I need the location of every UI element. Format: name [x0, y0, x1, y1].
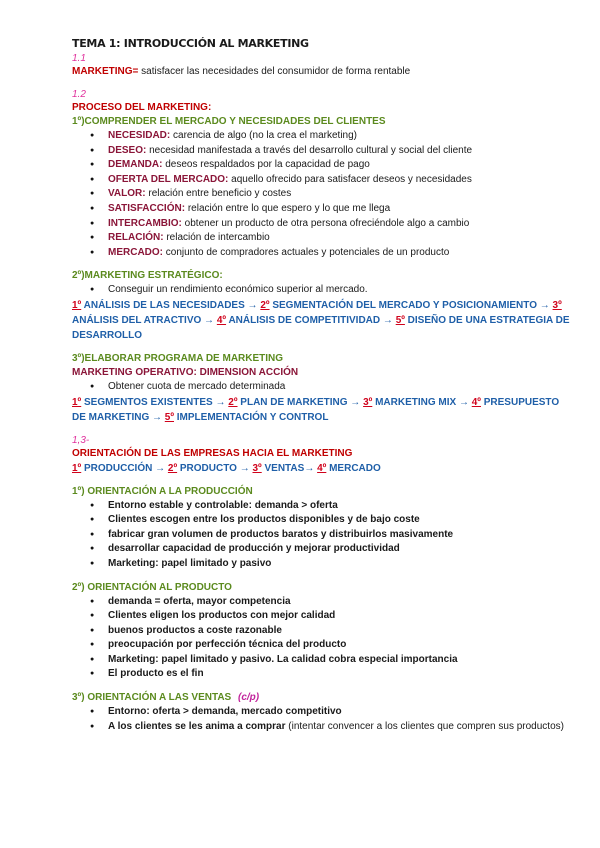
page-title: TEMA 1: INTRODUCCIÓN AL MARKETING — [72, 37, 309, 50]
concept-item — [72, 158, 572, 173]
orientation-3-title — [72, 691, 572, 705]
flow-step-number: 2º — [167, 462, 178, 474]
document-page — [72, 36, 572, 734]
flow-step-label: PRODUCTO → — [177, 462, 253, 474]
flow-step-label: PLAN DE MARKETING → — [237, 396, 364, 408]
flow-step-number: 2º — [228, 396, 238, 408]
orientation-flow — [72, 461, 572, 476]
concept-item — [72, 129, 572, 144]
flow-step-number: 2º — [260, 299, 270, 311]
concept-term: SATISFACCIÓN: — [108, 202, 186, 214]
concept-item — [72, 217, 572, 232]
concept-item — [72, 231, 572, 246]
list-item: ● El producto es el fin — [72, 667, 572, 682]
list-item: ● Clientes escogen entre los productos disponibles y de bajo coste — [72, 513, 572, 528]
list-item: ● demanda = oferta, mayor competencia — [72, 595, 572, 610]
section-number-1-2: 1.2 — [72, 89, 86, 100]
concept-term: DESEO: — [108, 144, 147, 156]
step-3-title: 3º)ELABORAR PROGRAMA DE MARKETING — [72, 352, 284, 364]
list-item: ● Obtener cuota de mercado determinada — [72, 380, 572, 395]
list-item: ● preocupación por perfección técnica del producto — [72, 638, 572, 653]
step-1-title: 1º)COMPRENDER EL MERCADO Y NECESIDADES DEL CLIENTES — [72, 116, 386, 127]
flow-step-number: 4º — [471, 396, 481, 408]
flow-step-label: VENTAS→ — [261, 462, 318, 474]
list-item-rest: (intentar convencer a los clientes que compren sus productos) — [285, 720, 564, 732]
section-heading-proceso: PROCESO DEL MARKETING: — [72, 102, 212, 113]
list-item: ● Entorno estable y controlable: demanda > oferta — [72, 499, 572, 514]
flow-step-label: SEGMENTACIÓN DEL MERCADO Y POSICIONAMIENTO → — [269, 299, 553, 311]
section-heading-orientacion: ORIENTACIÓN DE LAS EMPRESAS HACIA EL MARKETING — [72, 447, 353, 459]
flow-step-number: 3º — [363, 396, 373, 408]
step-2-title: 2º)MARKETING ESTRATÉGICO: — [72, 270, 223, 282]
marketing-definition — [72, 65, 572, 79]
concept-term: MERCADO: — [108, 246, 163, 258]
concept-term: INTERCAMBIO: — [108, 217, 182, 229]
flow-step-number: 4º — [216, 314, 227, 326]
concept-item — [72, 246, 572, 261]
flow-step-number: 1º — [72, 396, 82, 408]
concept-definition: relación entre lo que espero y lo que me llega — [185, 202, 391, 214]
concept-term: VALOR: — [108, 188, 146, 200]
flow-step-label: ANÁLISIS DE LAS NECESIDADES → — [81, 299, 261, 311]
list-item: ● Marketing: papel limitado y pasivo. La calidad cobra especial importancia — [72, 653, 572, 668]
concept-definition: carencia de algo (no la crea el marketing) — [170, 130, 357, 141]
flow-step-label: MARKETING MIX → — [372, 396, 472, 408]
operative-flow — [72, 395, 572, 425]
list-item: ● buenos productos a coste razonable — [72, 624, 572, 639]
flow-step-label: ANÁLISIS DEL ATRACTIVO → — [72, 314, 217, 326]
concept-definition: necesidad manifestada a través del desarrollo cultural y social del cliente — [146, 144, 473, 156]
step-2-bullets — [72, 283, 572, 298]
definition-text: satisfacer las necesidades del consumidor de forma rentable — [138, 66, 411, 77]
section-number-1-3: 1,3- — [72, 434, 90, 446]
list-item: ● desarrollar capacidad de producción y mejorar productividad — [72, 542, 572, 557]
step-3-bullets — [72, 380, 572, 395]
orientation-1-title: 1º) ORIENTACIÓN A LA PRODUCCIÓN — [72, 485, 253, 497]
flow-step-label: PRESUPUESTO DE MARKETING → — [72, 396, 560, 423]
concept-term: RELACIÓN: — [108, 232, 164, 244]
orientation-2-list — [72, 595, 572, 683]
flow-step-number: 5º — [395, 314, 405, 326]
concept-definition: deseos respaldados por la capacidad de pago — [162, 159, 370, 171]
list-item — [72, 720, 572, 735]
concept-definition: relación de intercambio — [163, 232, 270, 244]
flow-step-number: 1º — [72, 299, 82, 311]
concept-term: OFERTA DEL MERCADO: — [108, 173, 229, 185]
orientation-1-list — [72, 499, 572, 572]
strategic-flow — [72, 298, 572, 343]
concept-definition: relación entre beneficio y costes — [145, 188, 292, 200]
concept-definition: obtener un producto de otra persona ofreciéndole algo a cambio — [181, 217, 470, 229]
list-item: ● Entorno: oferta > demanda, mercado competitivo — [72, 705, 572, 720]
flow-step-number: 5º — [164, 411, 174, 423]
flow-step-number: 1º — [72, 462, 82, 474]
concept-item — [72, 173, 572, 188]
step-3-subtitle: MARKETING OPERATIVO: DIMENSION ACCIÓN — [72, 366, 299, 378]
list-item: ● Clientes eligen los productos con mejor calidad — [72, 609, 572, 624]
concept-list — [72, 129, 572, 260]
concept-item — [72, 187, 572, 202]
section-number-1-1: 1.1 — [72, 53, 86, 64]
orientation-3-title-text: 3º) ORIENTACIÓN A LAS VENTAS — [72, 692, 232, 704]
orientation-2-title: 2º) ORIENTACIÓN AL PRODUCTO — [72, 581, 232, 593]
flow-step-label: SEGMENTOS EXISTENTES → — [81, 396, 229, 408]
list-item-bold: A los clientes se les anima a comprar — [108, 720, 286, 732]
concept-definition: aquello ofrecido para satisfacer deseos y necesidades — [228, 173, 472, 185]
flow-step-label: ANÁLISIS DE COMPETITIVIDAD → — [226, 314, 396, 326]
orientation-3-list — [72, 705, 572, 734]
concept-item — [72, 144, 572, 159]
flow-step-label: IMPLEMENTACIÓN Y CONTROL — [174, 411, 329, 423]
list-item: ● Marketing: papel limitado y pasivo — [72, 557, 572, 572]
flow-step-number: 3º — [252, 462, 262, 474]
concept-term: DEMANDA: — [108, 159, 163, 171]
concept-term: NECESIDAD: — [108, 130, 171, 141]
flow-step-label: PRODUCCIÓN → — [81, 462, 168, 474]
definition-term: MARKETING= — [72, 66, 139, 77]
concept-definition: conjunto de compradores actuales y potenciales de un producto — [163, 246, 450, 258]
list-item: ● Conseguir un rendimiento económico superior al mercado. — [72, 283, 572, 298]
flow-step-label: DISEÑO DE UNA ESTRATEGIA DE DESARROLLO — [72, 314, 570, 341]
concept-item — [72, 202, 572, 217]
flow-step-number: 4º — [317, 462, 327, 474]
list-item: ● fabricar gran volumen de productos baratos y distribuirlos masivamente — [72, 528, 572, 543]
flow-step-number: 3º — [552, 299, 562, 311]
orientation-3-tag: (c/p) — [238, 692, 260, 704]
flow-step-label: MERCADO — [326, 462, 381, 474]
